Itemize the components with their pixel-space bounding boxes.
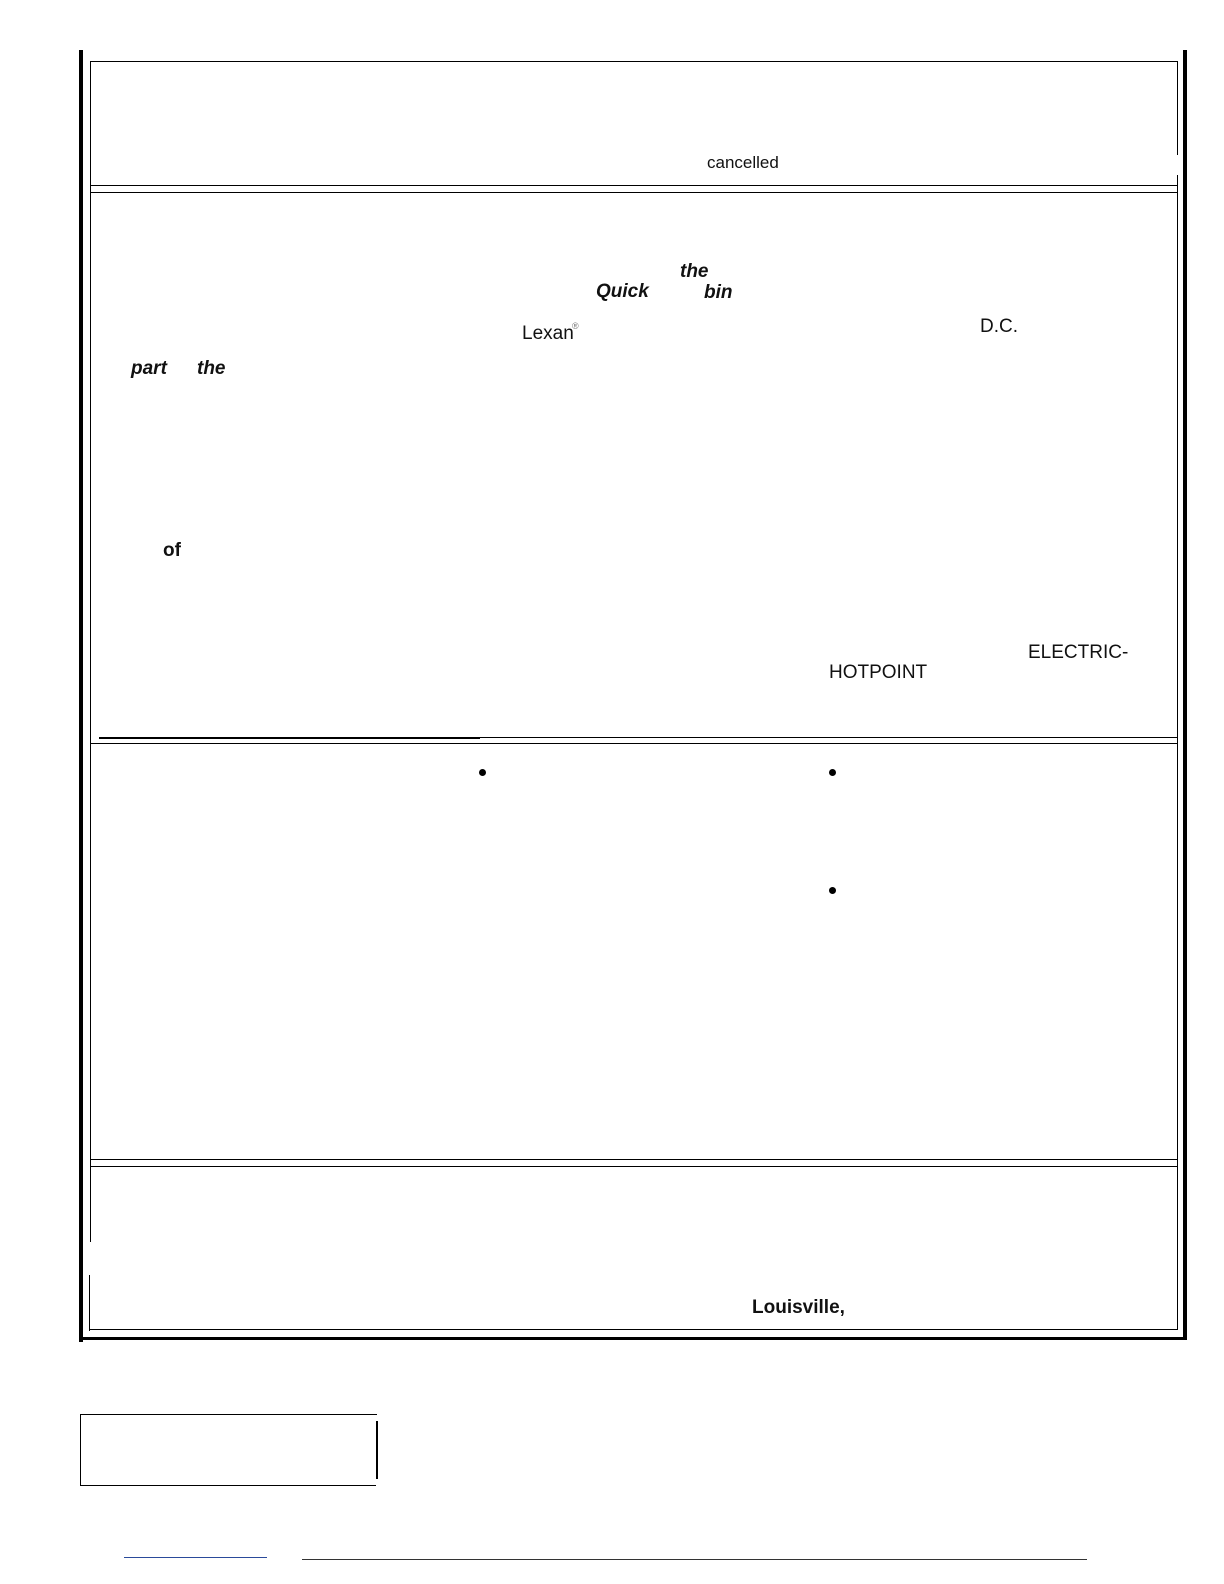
fragment-bin: bin xyxy=(704,282,733,303)
empty-box-bottom xyxy=(80,1485,376,1486)
fragment-the-2: the xyxy=(197,358,226,379)
divider-2b xyxy=(90,743,1178,744)
empty-box-top xyxy=(81,1414,377,1415)
inner-frame-right-lower xyxy=(1177,175,1178,1330)
fragment-lexan: Lexan xyxy=(522,323,574,344)
frame-right-thick xyxy=(1183,50,1187,1340)
divider-1b xyxy=(90,192,1178,193)
divider-2-short xyxy=(99,737,480,739)
fragment-part: part xyxy=(131,358,167,379)
frame-left-thick xyxy=(79,50,83,1342)
divider-1a xyxy=(90,185,1178,186)
cancelled-text: cancelled xyxy=(707,153,779,172)
divider-3b xyxy=(90,1166,1178,1167)
fragment-electric: ELECTRIC- xyxy=(1028,642,1129,663)
fragment-the-1: the xyxy=(680,261,709,282)
inner-frame-top xyxy=(90,61,1178,62)
bottom-rule xyxy=(302,1559,1087,1560)
fragment-dc: D.C. xyxy=(980,316,1018,337)
fragment-hotpoint: HOTPOINT xyxy=(829,662,928,683)
inner-frame-left-lower xyxy=(89,1275,90,1331)
empty-box-left xyxy=(80,1414,81,1486)
bullet-3 xyxy=(829,887,836,894)
fragment-quick: Quick xyxy=(596,281,649,302)
inner-frame-right xyxy=(1177,61,1178,155)
bullet-1 xyxy=(479,769,486,776)
fragment-registered-mark: ® xyxy=(572,321,579,331)
divider-3a xyxy=(90,1159,1178,1160)
empty-box-right xyxy=(376,1421,378,1479)
bullet-2 xyxy=(829,769,836,776)
city-louisville: Louisville, xyxy=(752,1297,845,1318)
bottom-link-underline xyxy=(124,1557,267,1558)
divider-2a xyxy=(480,737,1178,738)
inner-frame-left xyxy=(90,61,91,1242)
inner-frame-bottom xyxy=(89,1329,1178,1330)
frame-bottom-thick xyxy=(79,1337,1187,1340)
fragment-of: of xyxy=(163,540,181,561)
